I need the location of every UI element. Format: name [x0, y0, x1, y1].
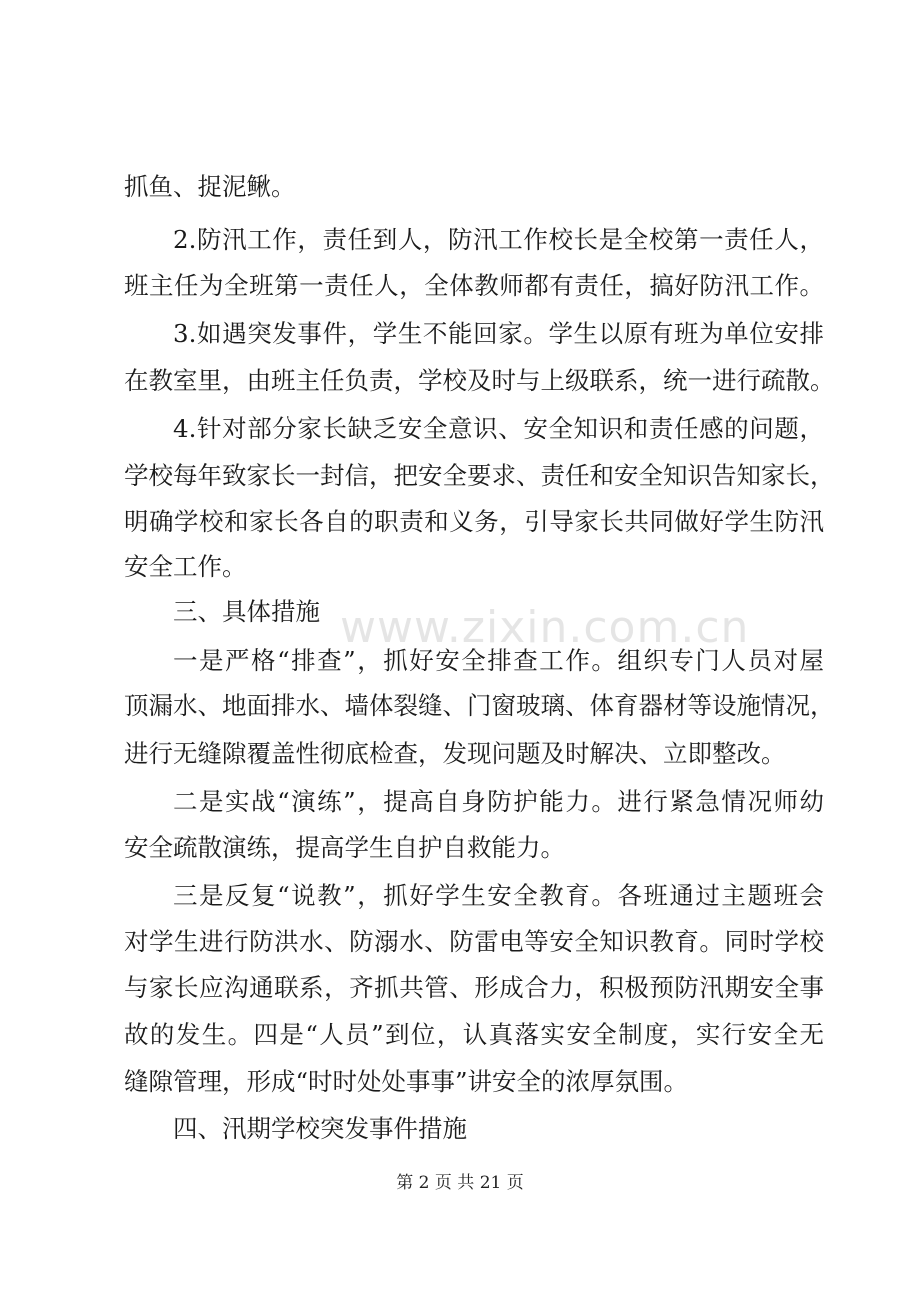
section-heading: 四、汛期学校突发事件措施 [173, 1114, 467, 1143]
text-line: 2.防汛工作，责任到人，防汛工作校长是全校第一责任人， [173, 225, 824, 254]
section-heading: 三、具体措施 [173, 597, 320, 626]
text-line: 进行无缝隙覆盖性彻底检查，发现问题及时解决、立即整改。 [124, 739, 786, 768]
text-line: 3.如遇突发事件，学生不能回家。学生以原有班为单位安排 [173, 319, 824, 348]
text-line: 三是反复“说教”，抓好学生安全教育。各班通过主题班会 [173, 881, 824, 910]
text-line: 故的发生。四是“人员”到位，认真落实安全制度，实行安全无 [124, 1020, 824, 1049]
page-footer: 第 2 页 共 21 页 [396, 1173, 524, 1193]
text-line: 在教室里，由班主任负责，学校及时与上级联系，统一进行疏散。 [124, 366, 835, 395]
text-line: 顶漏水、地面排水、墙体裂缝、门窗玻璃、体育器材等设施情况， [124, 691, 835, 720]
text-line: 明确学校和家长各自的职责和义务，引导家长共同做好学生防汛 [124, 507, 824, 536]
text-line: 安全疏散演练，提高学生自护自救能力。 [124, 833, 565, 862]
text-line: 学校每年致家长一封信，把安全要求、责任和安全知识告知家长， [124, 461, 835, 490]
text-line: 二是实战“演练”，提高自身防护能力。进行紧急情况师幼 [173, 787, 824, 816]
watermark: www.zixin.com.cn [340, 602, 750, 653]
text-line: 缝隙管理，形成“时时处处事事”讲安全的浓厚氛围。 [124, 1067, 689, 1096]
text-line: 一是严格“排查”，抓好安全排查工作。组织专门人员对屋 [173, 646, 824, 675]
text-line: 对学生进行防洪水、防溺水、防雷电等安全知识教育。同时学校 [124, 927, 824, 956]
text-line: 安全工作。 [124, 552, 247, 581]
text-line: 班主任为全班第一责任人，全体教师都有责任，搞好防汛工作。 [124, 271, 824, 300]
text-line: 抓鱼、捉泥鳅。 [124, 172, 296, 201]
text-line: 4.针对部分家长缺乏安全意识、安全知识和责任感的问题， [173, 414, 824, 443]
text-line: 与家长应沟通联系，齐抓共管、形成合力，积极预防汛期安全事 [124, 973, 824, 1002]
